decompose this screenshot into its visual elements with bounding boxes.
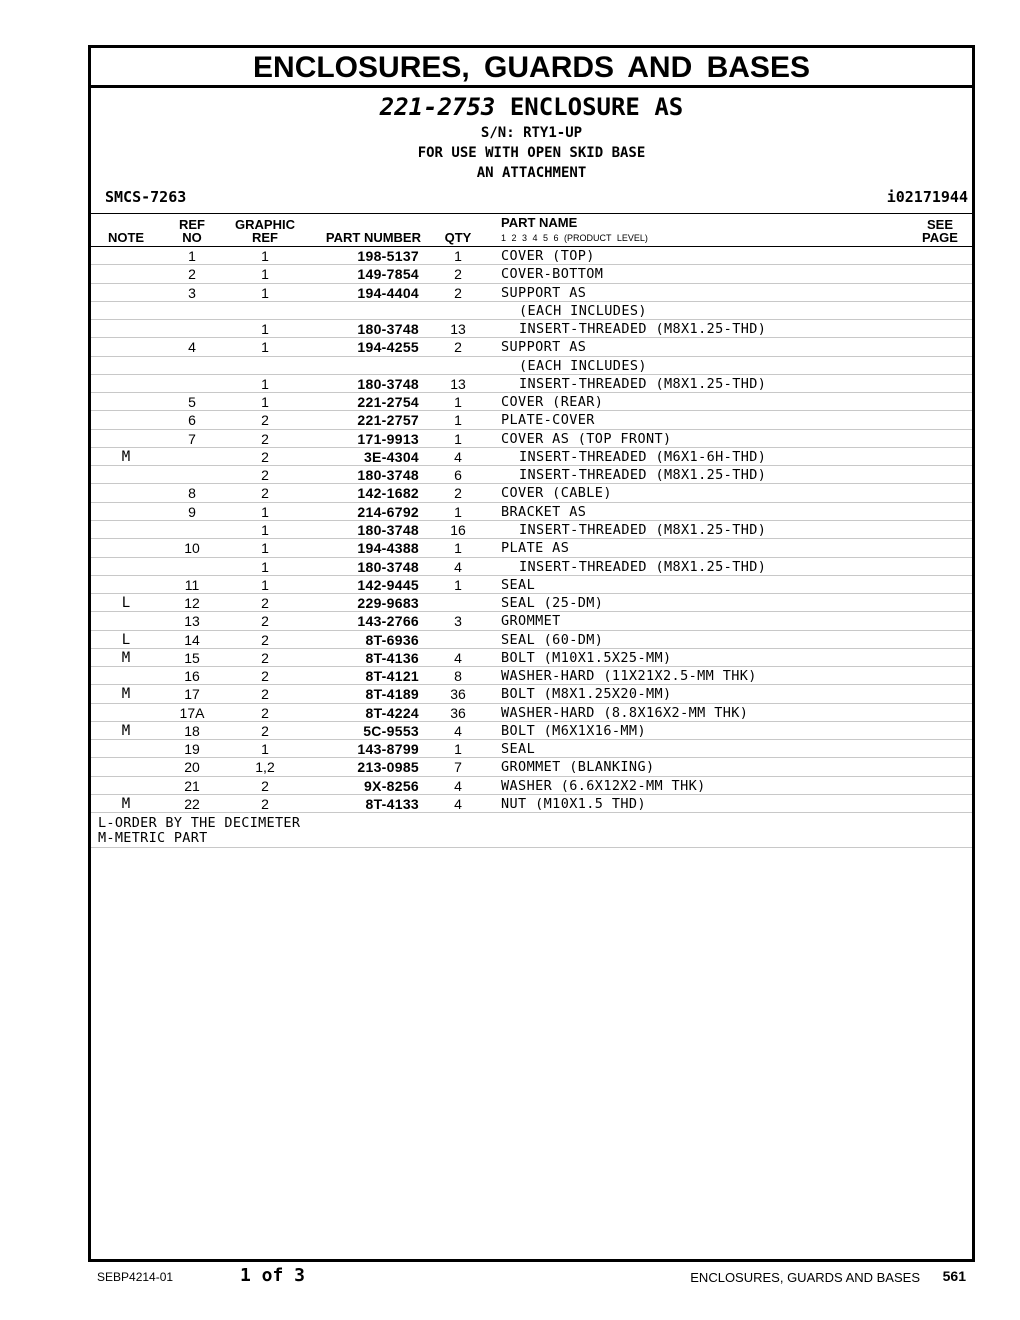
- ref-number-cell: 15: [184, 649, 200, 666]
- table-row: [91, 558, 972, 576]
- page-of-count: 1 of 3: [240, 1265, 306, 1286]
- table-row: [91, 631, 972, 649]
- ref-number-cell: 11: [184, 576, 200, 593]
- graphic-ref-cell: 1: [261, 521, 269, 538]
- ref-number-cell: 1: [188, 248, 196, 264]
- footer-section-title: ENCLOSURES, GUARDS AND BASES: [690, 1270, 920, 1285]
- assembly-part-number: 221-2753: [379, 93, 496, 121]
- part-name-cell: INSERT-THREADED (M8X1.25-THD): [519, 558, 767, 575]
- part-number-cell: 143-8799: [357, 741, 419, 758]
- table-row: [91, 302, 972, 320]
- note-cell: M: [121, 448, 131, 465]
- part-number-cell: 8T-4136: [365, 649, 419, 666]
- page-number: 561: [942, 1268, 966, 1284]
- section-title: ENCLOSURES, GUARDS AND BASES: [91, 48, 972, 88]
- table-row: [91, 338, 972, 356]
- document-id: SEBP4214-01: [97, 1270, 174, 1284]
- table-row: [91, 740, 972, 758]
- smcs-code: SMCS-7263: [105, 188, 187, 206]
- qty-cell: 2: [454, 266, 462, 283]
- table-row: [91, 521, 972, 539]
- assembly-name: ENCLOSURE AS: [509, 93, 684, 121]
- part-name-cell: BRACKET AS: [501, 503, 587, 520]
- col-qty: QTY: [444, 230, 472, 245]
- table-row: [91, 777, 972, 795]
- assembly-header: [91, 88, 972, 214]
- ref-number-cell: 10: [184, 540, 200, 557]
- ref-number-cell: 17A: [179, 704, 205, 721]
- part-name-cell: GROMMET (BLANKING): [501, 759, 655, 776]
- qty-cell: 13: [450, 375, 466, 392]
- part-name-cell: INSERT-THREADED (M8X1.25-THD): [519, 467, 767, 484]
- table-row: [91, 375, 972, 393]
- part-name-cell: INSERT-THREADED (M8X1.25-THD): [519, 521, 767, 538]
- col-see-top: SEE: [926, 217, 953, 232]
- table-row: [91, 357, 972, 375]
- part-name-cell: SEAL (25-DM): [501, 595, 604, 612]
- part-name-cell: BOLT (M6X1X16-MM): [501, 722, 646, 739]
- qty-cell: 2: [454, 339, 462, 356]
- note-cell: M: [121, 686, 131, 703]
- table-row: [91, 704, 972, 722]
- table-row: [91, 265, 972, 283]
- qty-cell: 6: [454, 467, 462, 484]
- note-line: L-ORDER BY THE DECIMETER: [98, 815, 301, 832]
- assembly-type: AN ATTACHMENT: [476, 165, 587, 181]
- graphic-ref-cell: 2: [261, 430, 269, 447]
- serial-number: S/N: RTY1-UP: [480, 125, 583, 141]
- qty-cell: 1: [454, 540, 462, 557]
- qty-cell: 2: [454, 485, 462, 502]
- ref-number-cell: 4: [188, 339, 196, 356]
- part-number-cell: 5C-9553: [363, 722, 419, 739]
- graphic-ref-cell: 2: [261, 795, 269, 812]
- part-number-cell: 142-1682: [357, 485, 419, 502]
- ref-number-cell: 12: [184, 595, 200, 612]
- graphic-ref-cell: 1: [261, 540, 269, 557]
- col-graphic-bottom: REF: [252, 230, 278, 245]
- table-row: [91, 320, 972, 338]
- graphic-ref-cell: 1: [261, 503, 269, 520]
- graphic-ref-cell: 1: [261, 741, 269, 758]
- graphic-ref-cell: 2: [261, 448, 269, 465]
- part-number-cell: 171-9913: [357, 430, 419, 447]
- qty-cell: 8: [454, 668, 462, 685]
- col-graphic-top: GRAPHIC: [235, 217, 295, 232]
- note-cell: L: [121, 631, 131, 648]
- part-number-cell: 213-0985: [357, 759, 419, 776]
- col-note: NOTE: [107, 230, 145, 245]
- graphic-ref-cell: 2: [261, 631, 269, 648]
- part-name-cell: SUPPORT AS: [501, 284, 587, 301]
- note-cell: L: [121, 595, 131, 612]
- qty-cell: 1: [454, 394, 462, 411]
- note-cell: M: [121, 795, 131, 812]
- part-name-cell: SEAL (60-DM): [501, 631, 604, 648]
- table-row: [91, 430, 972, 448]
- qty-cell: 1: [454, 503, 462, 520]
- parts-table: [91, 247, 972, 813]
- graphic-ref-cell: 1: [261, 558, 269, 575]
- table-row: [91, 612, 972, 630]
- table-row: [91, 649, 972, 667]
- part-number-cell: 8T-4189: [365, 686, 419, 703]
- part-name-cell: (EACH INCLUDES): [519, 302, 647, 319]
- notes-block: [91, 813, 972, 848]
- part-number-cell: 194-4388: [357, 540, 419, 557]
- part-number-cell: 180-3748: [357, 375, 419, 392]
- part-number-cell: 180-3748: [357, 558, 419, 575]
- table-row: [91, 466, 972, 484]
- part-number-cell: 8T-6936: [365, 631, 419, 648]
- graphic-ref-cell: 1: [261, 284, 269, 301]
- graphic-ref-cell: 2: [261, 412, 269, 429]
- graphic-ref-cell: 2: [261, 686, 269, 703]
- col-see-bottom: PAGE: [922, 230, 958, 245]
- part-number-cell: 214-6792: [357, 503, 419, 520]
- part-name-cell: COVER (TOP): [501, 248, 595, 264]
- qty-cell: 36: [450, 704, 466, 721]
- graphic-ref-cell: 1: [261, 321, 269, 338]
- part-name-cell: (EACH INCLUDES): [519, 357, 647, 374]
- part-name-cell: COVER AS (TOP FRONT): [501, 430, 672, 447]
- table-row: [91, 667, 972, 685]
- qty-cell: 1: [454, 248, 462, 264]
- table-row: [91, 503, 972, 521]
- part-name-cell: PLATE-COVER: [501, 412, 595, 429]
- part-number-cell: 229-9683: [357, 595, 419, 612]
- graphic-ref-cell: 2: [261, 668, 269, 685]
- part-number-cell: 9X-8256: [363, 777, 419, 794]
- table-row: [91, 411, 972, 429]
- table-row: [91, 247, 972, 265]
- part-number-cell: 8T-4121: [365, 668, 419, 685]
- part-name-cell: GROMMET: [501, 613, 561, 630]
- table-row: [91, 484, 972, 502]
- note-cell: M: [121, 722, 131, 739]
- part-number-cell: 8T-4133: [365, 795, 419, 812]
- ref-number-cell: 19: [184, 741, 200, 758]
- qty-cell: 4: [454, 448, 462, 465]
- qty-cell: 36: [450, 686, 466, 703]
- ref-number-cell: 20: [184, 759, 200, 776]
- graphic-ref-cell: 2: [261, 722, 269, 739]
- note-cell: M: [121, 649, 131, 666]
- qty-cell: 4: [454, 777, 462, 794]
- qty-cell: 7: [454, 759, 462, 776]
- qty-cell: 13: [450, 321, 466, 338]
- qty-cell: 4: [454, 722, 462, 739]
- table-row: [91, 758, 972, 776]
- part-name-cell: SEAL: [501, 576, 536, 593]
- column-header: [91, 214, 972, 247]
- ref-number-cell: 16: [184, 668, 200, 685]
- part-number-cell: 194-4255: [357, 339, 419, 356]
- part-name-cell: COVER (REAR): [501, 394, 604, 411]
- part-number-cell: 221-2757: [357, 412, 419, 429]
- parts-list-frame: [88, 45, 975, 1262]
- ref-number-cell: 17: [184, 686, 200, 703]
- col-ref-bottom: NO: [182, 230, 202, 245]
- table-row: [91, 795, 972, 813]
- graphic-ref-cell: 1: [261, 266, 269, 283]
- illustration-id: i02171944: [886, 188, 968, 206]
- ref-number-cell: 22: [184, 795, 200, 812]
- part-name-cell: SEAL: [501, 741, 536, 758]
- qty-cell: 4: [454, 649, 462, 666]
- ref-number-cell: 8: [188, 485, 196, 502]
- qty-cell: 4: [454, 795, 462, 812]
- ref-number-cell: 3: [188, 284, 196, 301]
- part-name-cell: SUPPORT AS: [501, 339, 587, 356]
- page-footer: [0, 1262, 1020, 1292]
- part-name-cell: COVER (CABLE): [501, 485, 612, 502]
- graphic-ref-cell: 1,2: [255, 759, 275, 776]
- part-number-cell: 142-9445: [357, 576, 419, 593]
- qty-cell: 2: [454, 284, 462, 301]
- graphic-ref-cell: 2: [261, 704, 269, 721]
- ref-number-cell: 5: [188, 394, 196, 411]
- table-row: [91, 448, 972, 466]
- graphic-ref-cell: 1: [261, 248, 269, 264]
- qty-cell: 1: [454, 576, 462, 593]
- part-name-cell: INSERT-THREADED (M8X1.25-THD): [519, 321, 767, 338]
- part-name-cell: COVER-BOTTOM: [501, 266, 604, 283]
- part-number-cell: 180-3748: [357, 467, 419, 484]
- qty-cell: 4: [454, 558, 462, 575]
- qty-cell: 1: [454, 430, 462, 447]
- col-part-number: PART NUMBER: [325, 230, 421, 245]
- part-name-cell: INSERT-THREADED (M6X1-6H-THD): [519, 448, 767, 465]
- part-number-cell: 149-7854: [357, 266, 419, 283]
- graphic-ref-cell: 1: [261, 375, 269, 392]
- col-part-name: PART NAME: [501, 215, 578, 230]
- col-product-levels: 1 2 3 4 5 6 (PRODUCT LEVEL): [501, 233, 648, 243]
- table-row: [91, 576, 972, 594]
- table-row: [91, 594, 972, 612]
- graphic-ref-cell: 2: [261, 467, 269, 484]
- ref-number-cell: 2: [188, 266, 196, 283]
- qty-cell: 1: [454, 412, 462, 429]
- part-number-cell: 143-2766: [357, 613, 419, 630]
- part-number-cell: 180-3748: [357, 521, 419, 538]
- table-row: [91, 685, 972, 703]
- table-row: [91, 722, 972, 740]
- graphic-ref-cell: 2: [261, 595, 269, 612]
- part-name-cell: WASHER-HARD (11X21X2.5-MM THK): [501, 668, 757, 685]
- part-number-cell: 194-4404: [357, 284, 419, 301]
- table-row: [91, 539, 972, 557]
- col-ref-top: REF: [179, 217, 205, 232]
- part-number-cell: 8T-4224: [365, 704, 419, 721]
- table-row: [91, 284, 972, 302]
- ref-number-cell: 13: [184, 613, 200, 630]
- part-number-cell: 3E-4304: [363, 448, 419, 465]
- part-name-cell: WASHER (6.6X12X2-MM THK): [501, 777, 706, 794]
- graphic-ref-cell: 2: [261, 649, 269, 666]
- part-number-cell: 221-2754: [357, 394, 419, 411]
- usage-note: FOR USE WITH OPEN SKID BASE: [417, 145, 646, 161]
- part-name-cell: PLATE AS: [501, 540, 570, 557]
- graphic-ref-cell: 1: [261, 394, 269, 411]
- graphic-ref-cell: 1: [261, 576, 269, 593]
- qty-cell: 16: [450, 521, 466, 538]
- part-name-cell: BOLT (M8X1.25X20-MM): [501, 686, 672, 703]
- part-name-cell: NUT (M10X1.5 THD): [501, 795, 646, 812]
- part-number-cell: 198-5137: [357, 248, 419, 264]
- graphic-ref-cell: 2: [261, 613, 269, 630]
- part-name-cell: WASHER-HARD (8.8X16X2-MM THK): [501, 704, 749, 721]
- part-number-cell: 180-3748: [357, 321, 419, 338]
- graphic-ref-cell: 1: [261, 339, 269, 356]
- graphic-ref-cell: 2: [261, 777, 269, 794]
- ref-number-cell: 21: [184, 777, 200, 794]
- ref-number-cell: 18: [184, 722, 200, 739]
- qty-cell: 1: [454, 741, 462, 758]
- part-name-cell: INSERT-THREADED (M8X1.25-THD): [519, 375, 767, 392]
- ref-number-cell: 9: [188, 503, 196, 520]
- ref-number-cell: 7: [188, 430, 196, 447]
- graphic-ref-cell: 2: [261, 485, 269, 502]
- ref-number-cell: 6: [188, 412, 196, 429]
- part-name-cell: BOLT (M10X1.5X25-MM): [501, 649, 672, 666]
- ref-number-cell: 14: [184, 631, 200, 648]
- assembly-title: [91, 92, 972, 122]
- qty-cell: 3: [454, 613, 462, 630]
- note-line: M-METRIC PART: [98, 830, 208, 847]
- table-row: [91, 393, 972, 411]
